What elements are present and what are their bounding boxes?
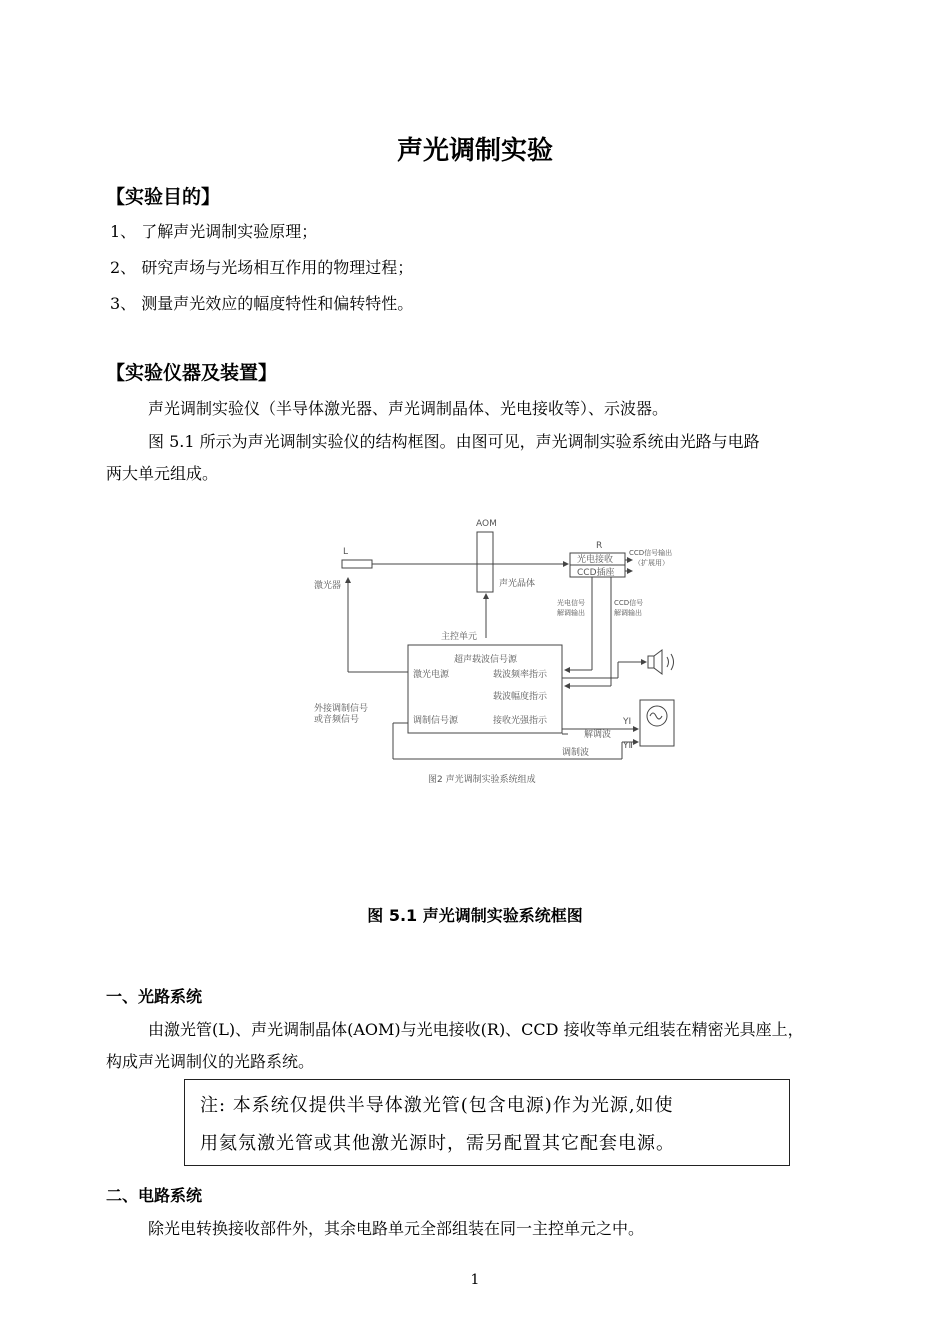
note-line2: 用氦氖激光管或其他激光源时，需另配置其它配套电源。	[200, 1133, 675, 1154]
optics-line1: 由激光管(L)、声光调制晶体(AOM)与光电接收(R)、CCD 接收等单元组装在精密光具座上，	[148, 1020, 804, 1039]
label-rx-ind: 接收光强指示	[493, 716, 548, 726]
page-title: 声光调制实验	[396, 136, 553, 166]
label-rx-bottom: CCD插座	[577, 568, 615, 578]
figure-caption: 图 5.1 声光调制实验系统框图	[367, 906, 583, 925]
label-sig-a1: 光电信号	[557, 599, 585, 607]
label-fig-caption: 图2 声光调制实验系统组成	[428, 775, 536, 785]
circuit-line1: 除光电转换接收部件外，其余电路单元全部组装在同一主控单元之中。	[148, 1219, 645, 1238]
label-carrier-freq: 载波频率指示	[493, 670, 548, 680]
circuit-heading: 二、电路系统	[106, 1186, 203, 1205]
laser-box	[342, 560, 372, 568]
label-crystal: 声光晶体	[499, 579, 536, 589]
page-number: 1	[470, 1272, 480, 1288]
label-y2: YⅡ	[623, 741, 633, 751]
oscilloscope-icon	[640, 700, 674, 746]
purpose-item-1: 1、 了解声光调制实验原理；	[110, 222, 318, 241]
label-aom: AOM	[476, 519, 497, 529]
system-block-diagram	[300, 510, 700, 795]
note-line1: 注: 本系统仅提供半导体激光管(包含电源)作为光源,如使	[200, 1095, 674, 1116]
apparatus-para2-line2: 两大单元组成。	[106, 464, 219, 483]
purpose-item-2: 2、 研究声场与光场相互作用的物理过程；	[110, 258, 414, 277]
label-laser-power: 激光电源	[413, 670, 450, 680]
label-r: R	[596, 541, 603, 551]
label-laser: 激光器	[314, 581, 342, 591]
label-carrier-amp: 载波幅度指示	[493, 692, 548, 702]
label-y1: YⅠ	[623, 717, 632, 727]
apparatus-heading: 【实验仪器及装置】	[106, 362, 278, 384]
optics-heading: 一、光路系统	[106, 987, 203, 1006]
label-mod-wave: 调制波	[562, 748, 590, 758]
label-rx-top: 光电接收	[577, 555, 614, 565]
label-mod-src: 调制信号源	[413, 716, 459, 726]
label-ext2: 或音频信号	[314, 715, 360, 725]
purpose-heading: 【实验目的】	[106, 186, 221, 208]
label-sig-b1: CCD信号	[614, 599, 644, 607]
apparatus-para2-line1: 图 5.1 所示为声光调制实验仪的结构框图。由图可见，声光调制实验系统由光路与电路	[148, 432, 760, 451]
label-l: L	[343, 547, 349, 557]
label-demod: 解调波	[584, 730, 612, 740]
apparatus-para1: 声光调制实验仪（半导体激光器、声光调制晶体、光电接收等）、示波器。	[148, 399, 669, 418]
label-ultra: 超声载波信号源	[454, 655, 518, 665]
label-sig-b2: 解调输出	[614, 609, 642, 617]
label-main-unit: 主控单元	[441, 632, 478, 642]
optics-line2: 构成声光调制仪的光路系统。	[106, 1052, 315, 1071]
speaker-icon	[648, 656, 654, 668]
purpose-item-3: 3、 测量声光效应的幅度特性和偏转特性。	[110, 294, 414, 313]
label-ccd-out2: （扩展用）	[634, 559, 669, 567]
label-ext1: 外接调制信号	[314, 704, 369, 714]
label-sig-a2: 解调输出	[557, 609, 585, 617]
aom-box	[477, 532, 493, 592]
label-ccd-out1: CCD信号输出	[629, 549, 673, 557]
